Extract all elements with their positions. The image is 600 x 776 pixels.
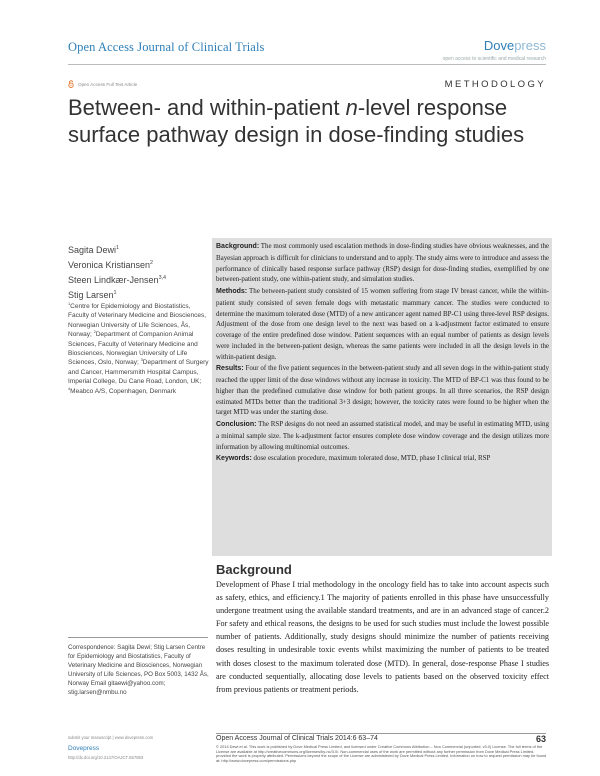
page-number: 63: [535, 734, 546, 744]
open-access-label: [68, 80, 137, 88]
abstract-text: [216, 241, 549, 466]
publisher-logo: [484, 38, 546, 53]
doi-link[interactable]: http://dx.doi.org/10.2147/OAJCT.S57893: [68, 755, 144, 760]
author-list: [68, 243, 166, 303]
footer-rule: [216, 733, 546, 734]
author: Veronica Kristiansen$^2$: [68, 260, 154, 270]
publisher-main: Dove: [483, 38, 515, 53]
footer-journal: Open Access Journal of Clinical Trials 2014:6 63–74: [216, 735, 378, 742]
journal-title: Open Access Journal of Clinical Trials: [68, 40, 265, 54]
title-part-2: -level response surface pathway design in dose-finding studies: [68, 95, 525, 147]
affiliations: $^1$Centre for Epidemiology and Biostatistics, Faculty of Veterinary Medicine and Biosciences, Norwegian University of Life Sciences, Ås, Norway; $^2$Department of Companion Animal Sciences, Faculty of Veterinary Medicine and Biosciences, Norwegian University of Life Sciences, Oslo, Norway; $^3$Department of Surgery and Cancer, Hammersmith Hospital Campus, Imperial College, Du Cane Road, London, UK; $^4$Meabco A/S, Copenhagen, Denmark: [68, 300, 209, 395]
title-italic: n: [345, 95, 358, 120]
abstract-keywords: Keywords: dose escalation procedure, maximum tolerated dose, MTD, phase I clinical trial, RSP: [216, 454, 491, 463]
author: Stig Larsen$^1$: [68, 290, 117, 300]
dovepress-small-logo: Dovepress: [68, 745, 100, 752]
header-rule: [68, 64, 546, 65]
author: Steen Lindkær-Jensen$^{3,4}$: [68, 275, 167, 285]
section-label: METHODOLOGY: [444, 79, 546, 90]
correspondence: Correspondence: Sagita Dewi; Stig Larsen Centre for Epidemiology and Biostatistics, Faculty of Veterinary Medicine and Biosciences, Norwegian University of Life Sciences, PO Box 5003, 1432 Ås, Norway Email gitaewi@yahoo.com; stig.larsen@nmbu.no: [68, 644, 209, 696]
publisher-press: press: [514, 38, 546, 53]
abstract-background: Background: The most commonly used escalation methods in dose-finding studies have obvious weaknesses, and the Bayesian approach is difficult for clinicians to understand and to apply. The study aims were to introduce and assess the performance of clinically based response surface pathway (RSP) design for dose-finding studies, exemplified by one between-patient study, one within-patient study, and simulation studies.: [216, 242, 549, 284]
publisher-tagline: open access to scientific and medical research: [442, 56, 546, 62]
author: Sagita Dewi$^1$: [68, 245, 120, 255]
abstract-results: Results: Four of the five patient sequences in the between-patient study and all seven dogs in the within-patient study reached the upper limit of the dose windows without any increase in toxicity. The MTD of BP-C1 was thus found to be higher than the predefined cumulative dose window for both patient groups. In all three scenarios, the RSP design estimated MTDs better than the traditional 3+3 design; however, the toxicity rates were found to be higher when the target MTD was under the starting dose.: [216, 364, 549, 417]
open-access-text: Open Access Full Text Article: [78, 81, 138, 87]
divider: [68, 637, 208, 638]
body-paragraph: Development of Phase I trial methodology in the oncology field has to take into account aspects such as safety, ethics, and efficiency.1 The majority of patients enrolled in this phase have unsuccessfully undergone treatment using the available standard treatments, and are in an advanced stage of cancer.2 For safety and ethical reasons, the designs to be used for such studies must include the lowest possible number of patients. Additionally, study designs should minimize the number of patients receiving doses resulting in undesirable toxic events whilst maximizing the number of patients to be treated with doses closest to the maximum tolerated dose (MTD). In general, dose-response Phase I studies are conducted sequentially, allocating dose levels to patients based on the observed toxicity effect from previous patients or treatment periods.: [216, 580, 549, 694]
abstract-conclusion: Conclusion: The RSP designs do not need an assumed statistical model, and may be useful in estimating MTD, using a minimal sample size. The k-adjustment factor ensures complete dose window coverage and the design utilizes more information by allowing multinomial outcomes.: [216, 420, 549, 451]
article-title: [68, 94, 548, 148]
abstract-methods: Methods: The between-patient study consisted of 15 women suffering from stage IV breast cancer, while the within-patient study consisted of seven female dogs with metastatic mammary cancer. The studies were conducted to determine the maximum tolerated dose (MTD) of a new anticancer agent named BP-C1 using three-level RSP designs. Adjustment of the dose from one design level to the next was based on a k-adjustment factor estimated to ensure coverage of the entire predefined dose window. Patient sequences with an equal number of patients as design levels were included in the between-patient design, whereas the same patients were included in all the design levels in the within-patient design.: [216, 287, 549, 361]
open-access-lock-icon: [68, 80, 74, 88]
submit-link[interactable]: submit your manuscript | www.dovepress.com: [68, 735, 154, 740]
title-part-1: Between- and within-patient: [68, 95, 346, 120]
section-heading: Background: [216, 562, 292, 577]
license-text: © 2014 Dewi et al. This work is published by Dove Medical Press Limited, and licensed under Creative Commons Attribution – Non Commercial (unported, v3.0) License. The full terms of the License are available at http://creativecommons.org/licenses/by-nc/3.0/. Non-commercial uses of the work are permitted without any further permission from Dove Medical Press Limited, provided the work is properly attributed. Permissions beyond the scope of the License are administered by Dove Medical Press Limited. Information on how to request permission may be found at: http://www.dovepress.com/permissions.php: [216, 744, 547, 764]
